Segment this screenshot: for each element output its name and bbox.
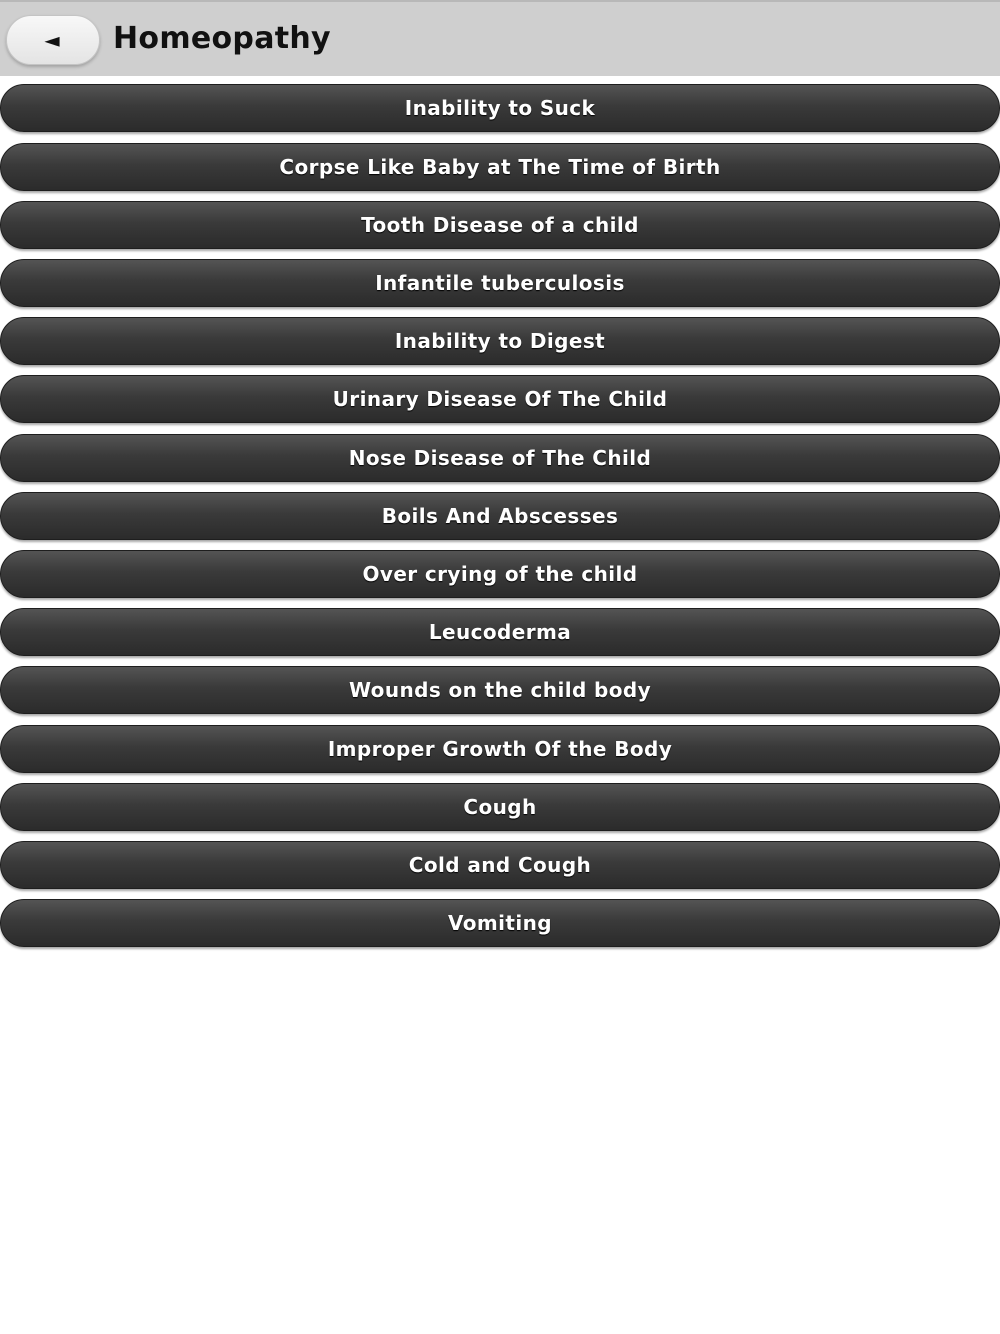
list-item-corpse-like-baby[interactable] xyxy=(0,143,1000,191)
list-item-label: Tooth Disease of a child xyxy=(361,213,639,237)
header-bar xyxy=(0,0,1000,76)
list-item-wounds[interactable] xyxy=(0,666,1000,714)
back-arrow-icon: ◄ xyxy=(44,28,60,52)
list-item-label: Infantile tuberculosis xyxy=(375,271,625,295)
list-item-infantile-tuberculosis[interactable] xyxy=(0,259,1000,307)
list-item-label: Vomiting xyxy=(448,911,552,935)
list-item-leucoderma[interactable] xyxy=(0,608,1000,656)
list-item-label: Cough xyxy=(463,795,537,819)
page-title: Homeopathy xyxy=(113,21,331,56)
list-item-cold-and-cough[interactable] xyxy=(0,841,1000,889)
list-item-nose-disease[interactable] xyxy=(0,434,1000,482)
list-item-label: Inability to Suck xyxy=(404,96,596,120)
list-item-label: Boils And Abscesses xyxy=(381,504,619,528)
list-item-cough[interactable] xyxy=(0,783,1000,831)
list-item-label: Wounds on the child body xyxy=(348,678,652,702)
list-item-label: Corpse Like Baby at The Time of Birth xyxy=(279,155,721,179)
list-item-label: Urinary Disease Of The Child xyxy=(332,387,668,411)
list-item-label: Improper Growth Of the Body xyxy=(327,737,673,761)
list-item-label: Nose Disease of The Child xyxy=(348,446,652,470)
list-item-label: Inability to Digest xyxy=(394,329,606,353)
list-item-inability-to-digest[interactable] xyxy=(0,317,1000,365)
list-item-over-crying[interactable] xyxy=(0,550,1000,598)
list-item-urinary-disease[interactable] xyxy=(0,375,1000,423)
list-item-label: Cold and Cough xyxy=(408,853,592,877)
list-item-label: Leucoderma xyxy=(428,620,572,644)
list-item-label: Over crying of the child xyxy=(362,562,638,586)
list-item-improper-growth[interactable] xyxy=(0,725,1000,773)
list-item-vomiting[interactable] xyxy=(0,899,1000,947)
list-item-boils-and-abscesses[interactable] xyxy=(0,492,1000,540)
list-item-tooth-disease[interactable] xyxy=(0,201,1000,249)
list-item-inability-to-suck[interactable] xyxy=(0,84,1000,132)
back-button[interactable] xyxy=(6,15,100,65)
